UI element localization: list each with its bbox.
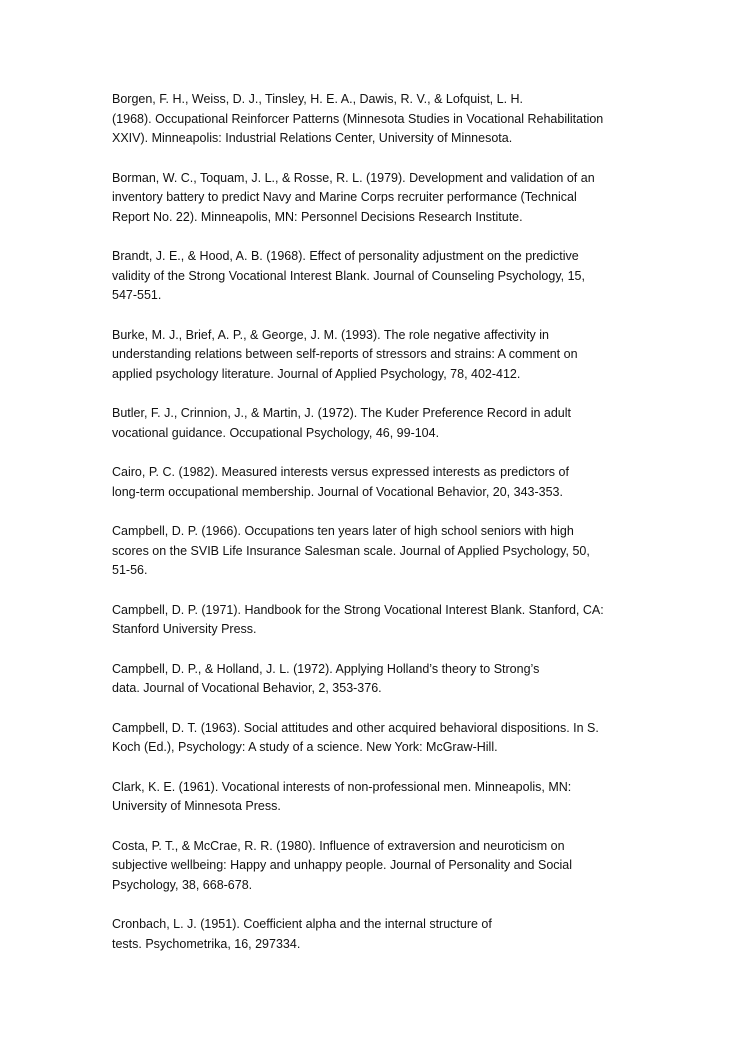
reference-line: Clark, K. E. (1961). Vocational interests of non-professional men. Minneapolis, MN:	[112, 779, 572, 794]
reference-line: Burke, M. J., Brief, A. P., & George, J. M. (1993). The role negative affectivity in	[112, 327, 550, 342]
reference-line: XXIV). Minneapolis: Industrial Relations Center, University of Minnesota.	[112, 131, 513, 145]
reference-entry	[112, 601, 632, 640]
reference-line: validity of the Strong Vocational Interest Blank. Journal of Counseling Psychology, 15,	[112, 268, 585, 283]
reference-line: Report No. 22). Minneapolis, MN: Personnel Decisions Research Institute.	[112, 209, 523, 224]
reference-line: Borgen, F. H., Weiss, D. J., Tinsley, H. E. A., Dawis, R. V., & Lofquist, L. H.	[112, 92, 524, 106]
reference-list	[112, 90, 632, 974]
reference-line: vocational guidance. Occupational Psychology, 46, 99-104.	[112, 425, 440, 440]
reference-line: Stanford University Press.	[112, 622, 257, 636]
reference-line: Campbell, D. P. (1966). Occupations ten years later of high school seniors with high	[112, 524, 574, 538]
reference-entry	[112, 463, 632, 502]
reference-line: applied psychology literature. Journal of Applied Psychology, 78, 402-412.	[112, 366, 521, 381]
reference-entry	[112, 90, 632, 149]
reference-entry	[112, 522, 632, 581]
reference-line: 51-56.	[112, 563, 148, 577]
reference-line: Borman, W. C., Toquam, J. L., & Rosse, R. L. (1979). Development and validation of an	[112, 170, 595, 185]
reference-line: scores on the SVIB Life Insurance Salesman scale. Journal of Applied Psychology, 50,	[112, 543, 590, 558]
reference-entry	[112, 837, 632, 896]
reference-entry	[112, 719, 632, 758]
reference-entry	[112, 247, 632, 306]
reference-line: understanding relations between self-reports of stressors and strains: A comment on	[112, 347, 578, 361]
reference-line: inventory battery to predict Navy and Marine Corps recruiter performance (Technical	[112, 190, 577, 204]
reference-line: subjective wellbeing: Happy and unhappy people. Journal of Personality and Social	[112, 858, 573, 872]
reference-line: Campbell, D. P. (1971). Handbook for the Strong Vocational Interest Blank. Stanford, CA:	[112, 602, 604, 617]
reference-entry	[112, 326, 632, 385]
reference-line: University of Minnesota Press.	[112, 799, 281, 813]
reference-line: Cairo, P. C. (1982). Measured interests versus expressed interests as predictors of	[112, 465, 569, 479]
reference-line: Campbell, D. P., & Holland, J. L. (1972). Applying Holland’s theory to Strong’s	[112, 661, 540, 676]
reference-entry	[112, 169, 632, 228]
reference-line: data. Journal of Vocational Behavior, 2, 353-376.	[112, 681, 382, 695]
reference-line: Cronbach, L. J. (1951). Coefficient alpha and the internal structure of	[112, 917, 492, 931]
reference-entry	[112, 660, 632, 699]
reference-line: Koch (Ed.), Psychology: A study of a science. New York: McGraw-Hill.	[112, 740, 498, 754]
reference-line: tests. Psychometrika, 16, 297334.	[112, 936, 301, 951]
reference-line: long-term occupational membership. Journal of Vocational Behavior, 20, 343-353.	[112, 484, 563, 499]
reference-line: Brandt, J. E., & Hood, A. B. (1968). Effect of personality adjustment on the predictive	[112, 249, 579, 263]
reference-line: 547-551.	[112, 288, 162, 302]
reference-entry	[112, 404, 632, 443]
reference-line: Butler, F. J., Crinnion, J., & Martin, J. (1972). The Kuder Preference Record in adult	[112, 406, 572, 420]
reference-line: Costa, P. T., & McCrae, R. R. (1980). Influence of extraversion and neuroticism on	[112, 838, 565, 853]
reference-entry	[112, 778, 632, 817]
reference-entry	[112, 915, 632, 954]
reference-line: Psychology, 38, 668-678.	[112, 877, 253, 892]
reference-line: Campbell, D. T. (1963). Social attitudes and other acquired behavioral dispositions. In S.	[112, 720, 599, 735]
reference-line: (1968). Occupational Reinforcer Patterns (Minnesota Studies in Vocational Rehabilitation	[112, 111, 604, 126]
